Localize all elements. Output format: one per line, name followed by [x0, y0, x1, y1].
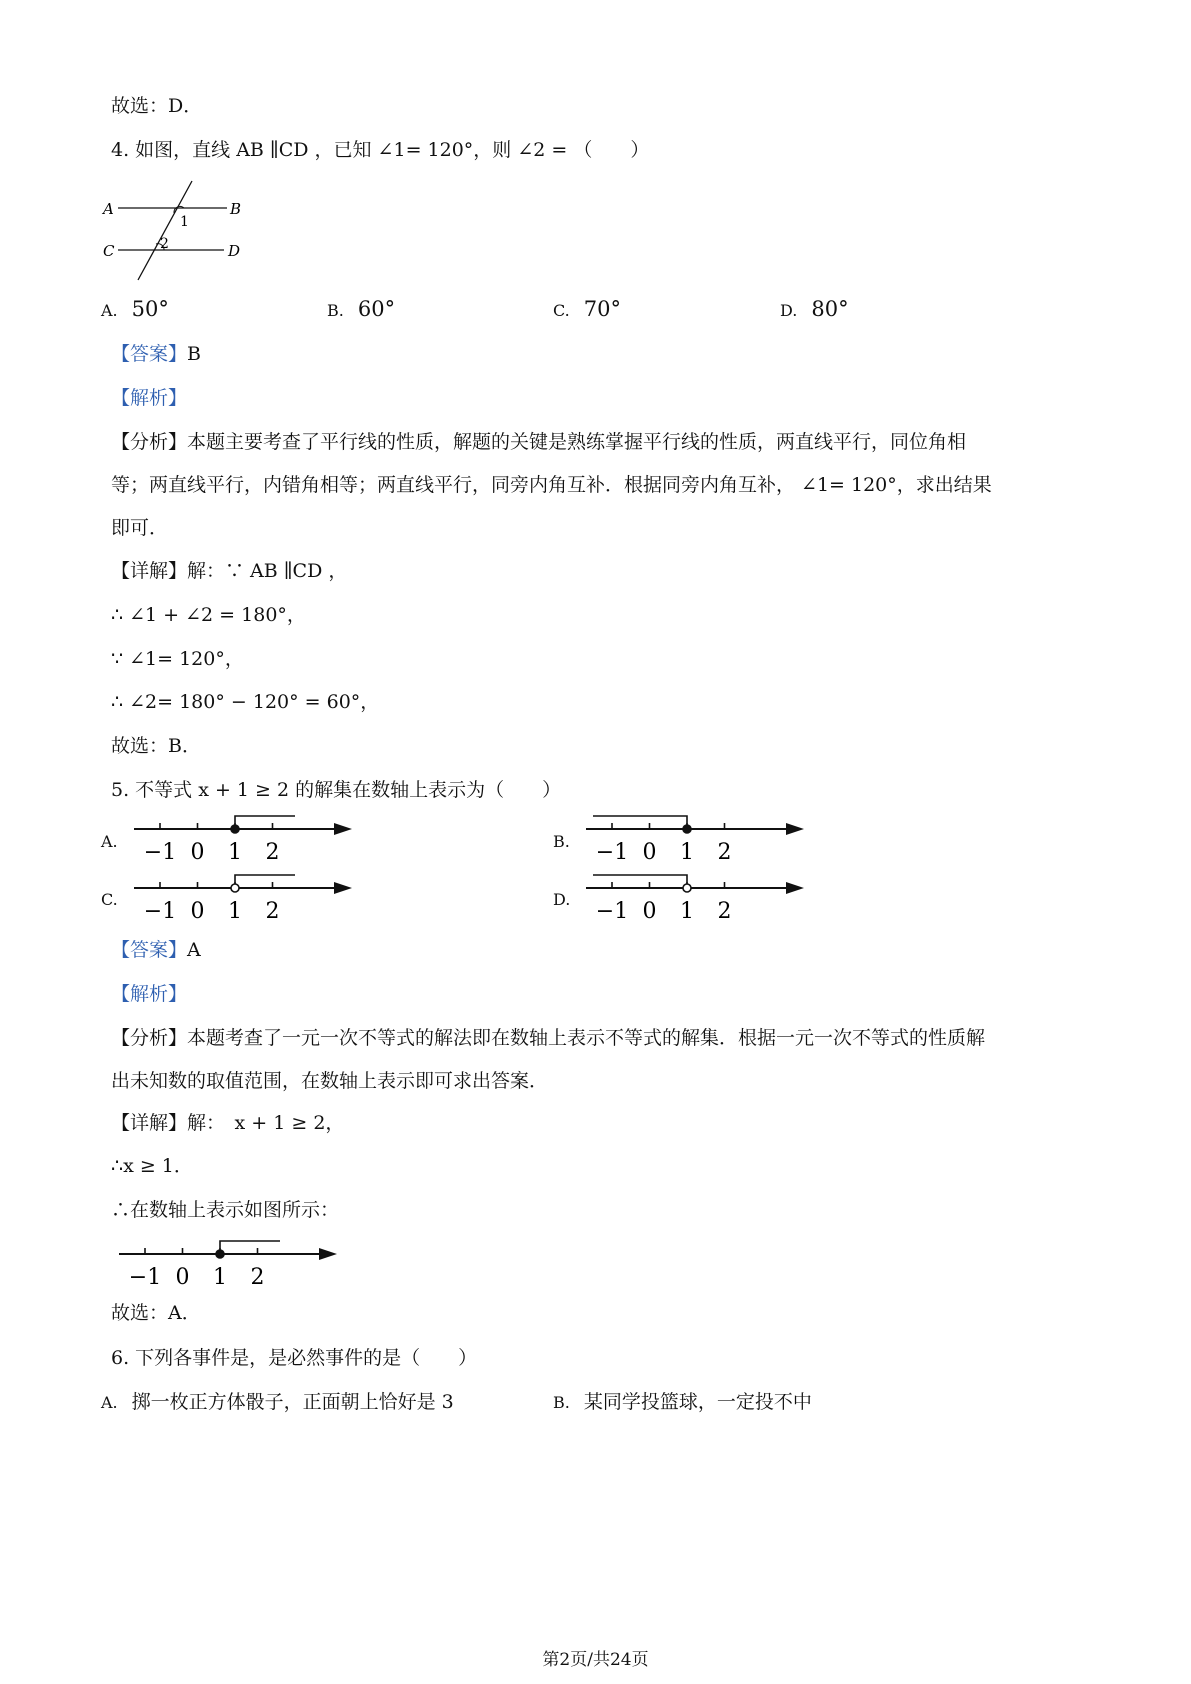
q4-detail-line-4: ∴ ∠2= 180° − 120° = 60°， [111, 691, 380, 713]
number-line-option-d [576, 872, 806, 928]
option-value: 70° [583, 297, 621, 321]
tick-label: 0 [642, 840, 657, 865]
fenxi-tag: 【分析】 [111, 431, 188, 453]
solution-bracket [235, 816, 295, 829]
tick-label: 1 [228, 840, 242, 865]
answer-value: B [187, 343, 201, 365]
option-letter: A. [101, 832, 118, 851]
analysis-text: 本题主要考查了平行线的性质，解题的关键是熟练掌握平行线的性质，两直线平行，同位角相 [187, 431, 967, 453]
tick-label: 0 [642, 899, 657, 924]
tick-label: −1 [128, 1265, 162, 1290]
detail-tag: 【详解】 [111, 1112, 188, 1134]
q4-option-c [553, 296, 621, 324]
tick-label: 2 [265, 840, 280, 865]
open-point-icon [231, 884, 239, 892]
axis-arrow-icon [786, 882, 804, 894]
q4-analysis-line-1 [111, 429, 966, 455]
detail-text: 解：∵ AB ∥CD ， [187, 560, 348, 582]
number-line-option-a [124, 813, 354, 869]
fenxi-tag: 【分析】 [111, 1027, 188, 1049]
q5-detail-line-3: ∴在数轴上表示如图所示： [111, 1199, 340, 1221]
tick-label: 1 [680, 840, 694, 865]
q4-analysis-tag [111, 385, 187, 411]
axis-arrow-icon [319, 1248, 337, 1260]
q3-conclusion: 故选：D． [111, 95, 203, 117]
q6-stem: 6. 下列各事件是，是必然事件的是（ ） [111, 1347, 478, 1369]
tick-label: 0 [190, 840, 205, 865]
axis-arrow-icon [334, 823, 352, 835]
tick-label: 1 [680, 899, 694, 924]
label-angle1: 1 [180, 214, 189, 230]
option-letter: C. [101, 890, 118, 909]
q4-stem: 4. 如图，直线 AB ∥CD ，已知 ∠1= 120°，则 ∠2 = （ ） [111, 139, 650, 161]
option-text: 某同学投篮球，一定投不中 [583, 1391, 812, 1413]
parallel-lines-figure [100, 178, 260, 282]
q5-analysis-line-1 [111, 1025, 985, 1051]
q4-answer-line [111, 341, 201, 367]
tick-label: 1 [213, 1265, 227, 1290]
option-value: 80° [811, 297, 849, 321]
tick-label: 2 [717, 840, 732, 865]
tick-label: 1 [228, 899, 242, 924]
q5-answer-line [111, 937, 201, 963]
detail-text: 解： x + 1 ≥ 2， [187, 1112, 345, 1134]
axis-arrow-icon [786, 823, 804, 835]
option-value: 60° [357, 297, 396, 321]
option-text: 掷一枚正方体骰子，正面朝上恰好是 3 [131, 1391, 454, 1413]
q6-option-b [553, 1389, 812, 1416]
tick-label: 2 [250, 1265, 265, 1290]
q4-detail-line-3: ∵ ∠1= 120°， [111, 648, 244, 670]
transversal [138, 181, 192, 280]
q4-option-d [780, 296, 849, 324]
closed-point-icon [216, 1250, 224, 1258]
option-letter: D. [780, 301, 798, 320]
q5-detail-line-1 [111, 1110, 344, 1136]
q5-conclusion: 故选：A． [111, 1302, 201, 1324]
option-letter: A. [101, 301, 118, 320]
option-value: 50° [131, 297, 169, 321]
tick-label: −1 [595, 899, 629, 924]
q5-detail-line-2: ∴x ≥ 1． [111, 1155, 193, 1177]
solution-bracket [593, 816, 687, 829]
tick-label: 2 [265, 899, 280, 924]
q4-conclusion: 故选：B． [111, 735, 201, 757]
q6-option-a [101, 1389, 454, 1416]
tick-label: −1 [143, 840, 177, 865]
tick-label: −1 [143, 899, 177, 924]
option-letter: B. [327, 301, 344, 320]
tick-label: 0 [190, 899, 205, 924]
label-c: C [103, 242, 115, 260]
solution-bracket [220, 1241, 280, 1254]
label-d: D [228, 242, 241, 260]
analysis-tag: 【解析】 [111, 983, 188, 1005]
number-line-option-b [576, 813, 806, 869]
tick-label: 2 [717, 899, 732, 924]
option-letter: B. [553, 832, 570, 851]
tick-label: −1 [595, 840, 629, 865]
open-point-icon [683, 884, 691, 892]
label-b: B [230, 200, 242, 218]
q5-analysis-line-2: 出未知数的取值范围，在数轴上表示即可求出答案． [111, 1070, 549, 1092]
q4-detail-line-2: ∴ ∠1 + ∠2 = 180°， [111, 604, 306, 626]
q4-option-a [101, 296, 169, 324]
axis-arrow-icon [334, 882, 352, 894]
q5-analysis-tag [111, 981, 187, 1007]
analysis-tag: 【解析】 [111, 387, 188, 409]
q4-detail-line-1 [111, 558, 347, 584]
answer-tag: 【答案】 [111, 343, 188, 365]
solution-bracket [593, 875, 687, 888]
solution-bracket [235, 875, 295, 888]
tick-label: 0 [175, 1265, 190, 1290]
option-letter: D. [553, 890, 571, 909]
q5-stem: 5. 不等式 x + 1 ≥ 2 的解集在数轴上表示为（ ） [111, 779, 562, 801]
number-line-solution [109, 1238, 339, 1294]
label-a: A [103, 200, 114, 218]
label-angle2: 2 [160, 236, 169, 252]
closed-point-icon [231, 825, 239, 833]
analysis-text: 本题考查了一元一次不等式的解法即在数轴上表示不等式的解集．根据一元一次不等式的性质解 [187, 1027, 986, 1049]
option-letter: C. [553, 301, 570, 320]
q4-option-b [327, 296, 395, 324]
detail-tag: 【详解】 [111, 560, 188, 582]
answer-tag: 【答案】 [111, 939, 188, 961]
page-footer: 第2页/共24页 [542, 1650, 649, 1670]
closed-point-icon [683, 825, 691, 833]
q4-analysis-line-2: 等；两直线平行，内错角相等；两直线平行，同旁内角互补．根据同旁内角互补， ∠1= 120°，求出结果 [111, 474, 992, 496]
number-line-option-c [124, 872, 354, 928]
option-letter: A. [101, 1393, 118, 1412]
option-letter: B. [553, 1393, 570, 1412]
q4-analysis-line-3: 即可． [111, 517, 169, 539]
answer-value: A [187, 939, 201, 961]
